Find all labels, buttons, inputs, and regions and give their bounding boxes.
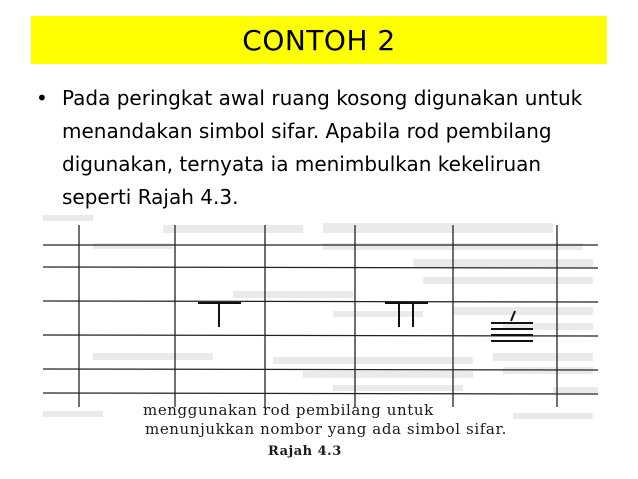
figure-label: Rajah 4.3 <box>268 444 342 459</box>
slide-title: CONTOH 2 <box>242 23 396 57</box>
title-bar <box>31 16 607 64</box>
bullet-text: Pada peringkat awal ruang kosong digunakan untuk menandakan simbol sifar. Apabila rod pembilang digunakan, ternyata ia menimbulkan kekeliruan seperti Rajah 4.3. <box>62 86 583 209</box>
rod-symbol-t <box>198 303 241 327</box>
bullet-marker: • <box>36 86 48 110</box>
figure-caption-line-2: menunjukkan nombor yang ada simbol sifar. <box>145 420 507 438</box>
bullet-point <box>36 82 616 214</box>
figure-caption-line-1: menggunakan rod pembilang untuk <box>143 401 434 419</box>
scanned-figure <box>33 215 606 472</box>
grid-vertical-lines <box>79 225 557 407</box>
